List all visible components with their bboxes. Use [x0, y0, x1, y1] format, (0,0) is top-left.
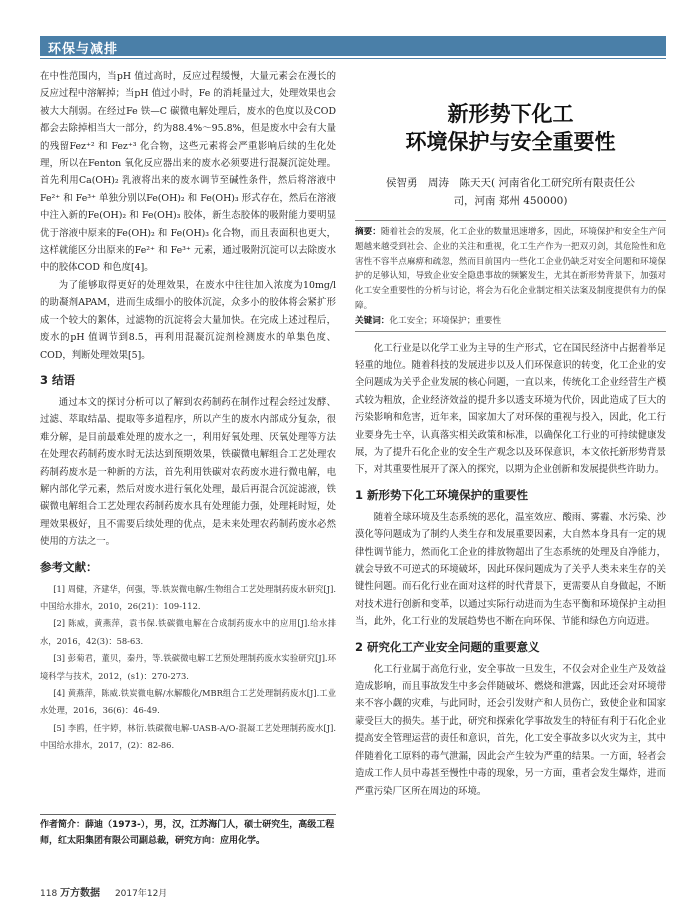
abstract-block: [355, 220, 666, 332]
abstract-text: 随着社会的发展，化工企业的数量迅速增多，因此，环境保护和安全生产问题越来越受到社会、企业的关注和重视，化工生产作为一把双刃剑，其危险性和危害性不容半点麻痹和疏忽，然而目前国内一些化工企业仍缺乏对安全问题和环境保护的足够认知，导致企业安全隐患事故的频繁发生，尤其在新形势背景下，加强对化工安全重要性的分析与讨论，将会为石化企业制定相关法案及制度提供有力的保障。: [355, 227, 666, 311]
page-number: 118: [40, 889, 58, 899]
header-divider: [40, 58, 666, 59]
reference-list: [40, 581, 336, 755]
abstract: [355, 225, 666, 314]
article-title: [355, 100, 666, 156]
references-heading: 参考文献：: [40, 559, 98, 574]
left-paragraph-2: 为了能够取得更好的处理效果，在废水中往往加入浓度为10mg/l 的助凝剂APAM，进而生成细小的胶体沉淀，众多小的胶体将会紧扩形成一个较大的絮体，过滤物的沉淀将会大量加快。在完成上述过程后，废水的pH 值调节到8.5，再利用混凝沉淀剂检测废水的单集色度、COD，判断处理效果[5]。: [40, 279, 336, 361]
section-1-paragraph: 随着全球环境及生态系统的恶化，温室效应、酸雨、雾霾、水污染、沙漠化等问题成为了制约人类生存和发展重要因素，大自然本身具有一定的规律性调节能力，然而化工企业的排放物超出了生态系统的处理及自净能力，就会导致不可逆式的环境破坏，因此环保问题成为了关乎人类未来生存的关键性问题。而石化行业在面对这样的时代背景下，更需要从自身做起，不断对技术进行创新和变革，以通过实际行动进而为生态平衡和环境保护主动担当，此外，化工行业的发展趋势也不断在向环保、节能和绿色方向迈进。: [355, 511, 666, 628]
left-paragraph-1: 在中性范围内，当pH 值过高时，反应过程缓慢，大量元素会在漫长的反应过程中溶解掉；当pH 值过小时，Fe 的消耗量过大，处理效果也会被大大削弱。在经过Fe 铁—C 碳微电解处理后，废水的色度以及COD 都会去除掉相当大一部分，约为88.4%～95.8%，但是废水中会有大量的残留Fez⁺² 和 Fez⁺³ 化合物，这些元素将会严重影响后续的生化处理，所以在Fenton 氧化反应器出来的废水必须要进行混凝沉淀处理。首先利用Ca(OH)₂ 乳液将出来的废水调节至碱性条件，然后将溶液中Fe²⁺ 和 Fe³⁺ 单独分别以Fe(OH)₂ 和 Fe(OH)₃ 形式存在，然后在溶液中注入新的Fe(OH)₂ 和 Fe(OH)₃ 胶体，新生态胶体的吸附能力要明显优于溶液中原来的Fe(OH)₂ 和 Fe(OH)₃ 化合物，而且表面积也更大，这样就能区分出原来的Fe²⁺ 和 Fe³⁺ 元素，通过吸附沉淀可以去除废水中的胶体COD 和色度[4]。: [40, 71, 336, 274]
magazine-name: 万方数据: [60, 888, 101, 899]
right-column: [355, 68, 666, 800]
section-header-bar: [40, 36, 666, 56]
reference-item: [3] 彭菊君，董贝，秦丹，等.铁碳微电解工艺预处理制药废水实验研究[J].环境科学与技术，2012，(s1)：270-273.: [40, 653, 336, 681]
keywords-label: 关键词：: [355, 315, 390, 326]
section-1-heading: 1 新形势下化工环境保护的重要性: [355, 487, 529, 502]
article-authors: [355, 174, 666, 210]
section-2-heading: 2 研究化工产业安全问题的重要意义: [355, 639, 540, 654]
keywords: [355, 314, 666, 329]
section-3-heading: 3 结语: [40, 372, 76, 387]
issue-date: 2017年12月: [114, 889, 168, 899]
reference-item: [2] 陈威，黄燕萍，袁书保.铁碳微电解在合成制药废水中的应用[J].给水排水，2016，42(3)：58-63.: [40, 618, 336, 646]
reference-item: [4] 黄燕萍，陈威.铁炭微电解/水解酸化/MBR组合工艺处理制药废水[J].工业水处理，2016，36(6)：46-49.: [40, 688, 336, 716]
left-column: [40, 68, 336, 755]
authors-line-1: 侯智勇 周涛 陈天天( 河南省化工研究所有限责任公: [386, 177, 635, 189]
author-bio: 作者简介：薛迪（1973-），男，汉，江苏海门人，硕士研究生，高级工程师，红太阳集团有限公司副总裁，研究方向：应用化学。: [40, 814, 336, 849]
section-title: 环保与减排: [48, 42, 119, 57]
reference-item: [5] 李鸥，任宇婷，林衍.铁碳微电解-UASB-A/O-混凝工艺处理制药废水[J].中国给水排水，2017，(2)：82-86.: [40, 722, 336, 751]
title-line-2: 环境保护与安全重要性: [405, 130, 616, 154]
abstract-label: 摘要：: [355, 227, 381, 237]
title-line-1: 新形势下化工: [447, 102, 574, 126]
authors-line-2: 司，河南 郑州 450000): [453, 195, 568, 207]
reference-item: [1] 周健，齐建华，何强，等.铁炭微电解/生物组合工艺处理制药废水研究[J].中国给水排水，2010，26(21)：109-112.: [40, 583, 336, 611]
conclusion-paragraph: 通过本文的探讨分析可以了解到农药制药在制作过程会经过发酵、过滤、萃取结晶、提取等多道程序，所以产生的废水内部成分复杂，很难分解，是目前最难处理的废水之一，利用好氧处理、厌氧处理等方法在处理农药制药废水时无法达到预期效果，铁碳微电解组合工艺处理农药制药废水是一种新的方法，首先利用铁碳对农药废水进行微电解，电解内部化学元素，然后对废水进行氧化处理，最后再混合沉淀滤液，铁碳微电解组合工艺处理农药制药废水具有处理能力强，处理耗时短，处理效果极好，且不需要后续处理的优点，是未来处理农药制药废水必然使用的方法之一。: [40, 396, 336, 548]
page-footer: [40, 884, 167, 899]
section-2-paragraph: 化工行业属于高危行业，安全事故一旦发生，不仅会对企业生产及效益造成影响，而且事故发生中多会伴随破坏、燃烧和泄露，因此还会对环境带来不容小觑的灾难，与此同时，还会引发财产和人员伤亡，致使企业和国家蒙受巨大的损失。基于此，研究和探索化学事故发生的特征有利于石化企业提高安全管理运营的责任和意识，首先，化工安全事故多以火灾为主，其中伴随着化工原料的毒气泄漏，因此会产生较为严重的结果。一方面，轻者会造成工作人员中毒甚至慢性中毒的现象，另一方面，重者会发生爆炸，进而严重污染厂区所在周边的环境。: [355, 663, 666, 797]
keywords-text: 化工安全；环境保护；重要性: [389, 315, 502, 326]
intro-paragraph: 化工行业是以化学工业为主导的生产形式，它在国民经济中占据着举足轻重的地位。随着科技的发展进步以及人们环保意识的转变，化工企业的安全问题成为关乎企业发展的核心问题，一直以来，传统化工企业经营生产模式较为粗放，企业经济效益的提升多以透支环境为代价，因此造成了巨大的污染影响和危害，近年来，国家加大了对环保的重视与投入，因此，化工行业要身先士卒，认真落实相关政策和标准，以确保化工行业的可持续健康发展，为了提升石化企业的安全生产观念以及环保意识，本文依托新形势背景下，对其重要性展开了深入的探究，以期为企业创新和发展提供些许助力。: [355, 342, 666, 476]
